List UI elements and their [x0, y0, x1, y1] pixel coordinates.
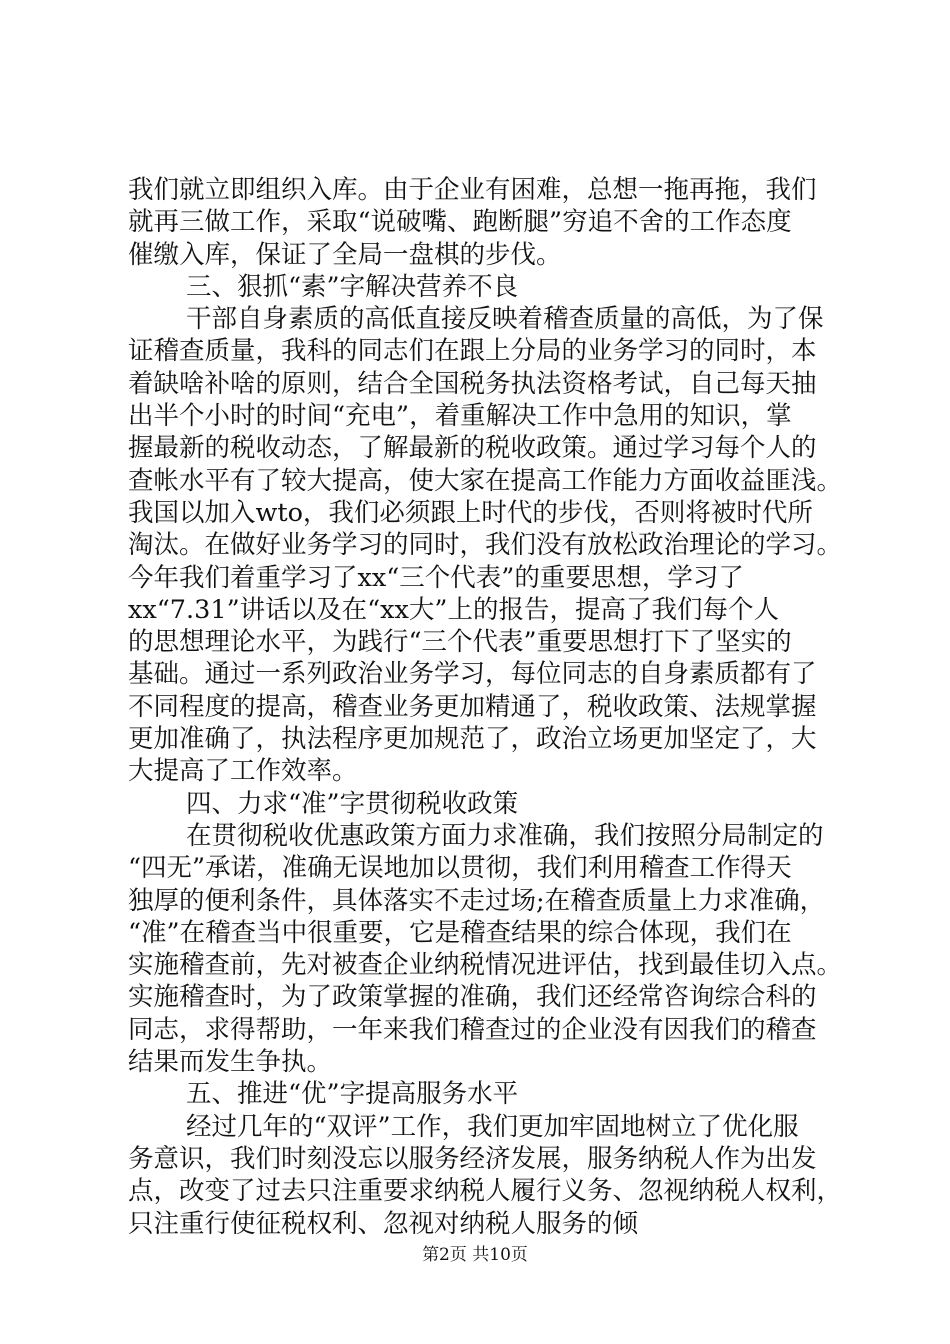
- text-line: “准”在稽查当中很重要，它是稽查结果的综合体现，我们在: [128, 917, 792, 948]
- text-line: 我国以加入wto，我们必须跟上时代的步伐，否则将被时代所: [128, 497, 813, 528]
- text-line: 更加准确了，执法程序更加规范了，政治立场更加坚定了，大: [128, 724, 817, 755]
- text-line: 着缺啥补啥的原则，结合全国税务执法资格考试，自己每天抽: [128, 368, 817, 399]
- text-line: 出半个小时的时间“充电”，着重解决工作中急用的知识，掌: [128, 401, 792, 432]
- text-line: 淘汰。在做好业务学习的同时，我们没有放松政治理论的学习。: [128, 530, 843, 561]
- text-line: 不同程度的提高，稽查业务更加精通了，税收政策、法规掌握: [128, 691, 817, 722]
- text-line: 实施稽查前，先对被查企业纳税情况进评估，找到最佳切入点。: [128, 950, 843, 981]
- page-number-footer: 第2页 共10页: [422, 1245, 528, 1265]
- text-line: 查帐水平有了较大提高，使大家在提高工作能力方面收益匪浅。: [128, 465, 843, 496]
- text-line: 实施稽查时，为了政策掌握的准确，我们还经常咨询综合科的: [128, 982, 817, 1013]
- text-line: 只注重行使征税权利、忽视对纳税人服务的倾: [128, 1208, 639, 1239]
- text-line: 证稽查质量，我科的同志们在跟上分局的业务学习的同时，本: [128, 336, 817, 367]
- text-line: 大提高了工作效率。: [128, 756, 358, 787]
- text-line: 结果而发生争执。: [128, 1047, 333, 1078]
- text-line: 务意识，我们时刻没忘以服务经济发展，服务纳税人作为出发: [128, 1143, 817, 1174]
- text-line: 握最新的税收动态，了解最新的税收政策。通过学习每个人的: [128, 433, 817, 464]
- text-line: 经过几年的“双评”工作，我们更加牢固地树立了优化服: [186, 1111, 799, 1142]
- text-line: xx“7.31”讲话以及在“xx大”上的报告，提高了我们每个人: [128, 594, 779, 625]
- text-line: 基础。通过一系列政治业务学习，每位同志的自身素质都有了: [128, 659, 817, 690]
- text-line: 我们就立即组织入库。由于企业有困难，总想一拖再拖，我们: [128, 175, 817, 205]
- text-line: 今年我们着重学习了xx“三个代表”的重要思想，学习了: [128, 562, 744, 593]
- text-line: “四无”承诺，准确无误地加以贯彻，我们利用稽查工作得天: [128, 853, 792, 884]
- text-line: 独厚的便利条件，具体落实不走过场;在稽查质量上力求准确，: [128, 885, 826, 916]
- text-line: 就再三做工作，采取“说破嘴、跑断腿”穷追不舍的工作态度: [128, 207, 792, 238]
- text-line: 在贯彻税收优惠政策方面力求准确，我们按照分局制定的: [186, 820, 824, 851]
- section-heading: 五、推进“优”字提高服务水平: [186, 1079, 519, 1110]
- text-line: 点，改变了过去只注重要求纳税人履行义务、忽视纳税人权利，: [128, 1176, 843, 1207]
- section-heading: 四、力求“准”字贯彻税收政策: [186, 788, 519, 819]
- text-line: 同志，求得帮助，一年来我们稽查过的企业没有因我们的稽查: [128, 1014, 817, 1045]
- document-body: [128, 174, 843, 1240]
- section-heading: 三、狠抓“素”字解决营养不良: [186, 271, 519, 302]
- text-line: 的思想理论水平，为践行“三个代表”重要思想打下了坚实的: [128, 627, 792, 658]
- text-line: 催缴入库，保证了全局一盘棋的步伐。: [128, 239, 562, 270]
- text-line: 干部自身素质的高低直接反映着稽查质量的高低，为了保: [186, 304, 824, 335]
